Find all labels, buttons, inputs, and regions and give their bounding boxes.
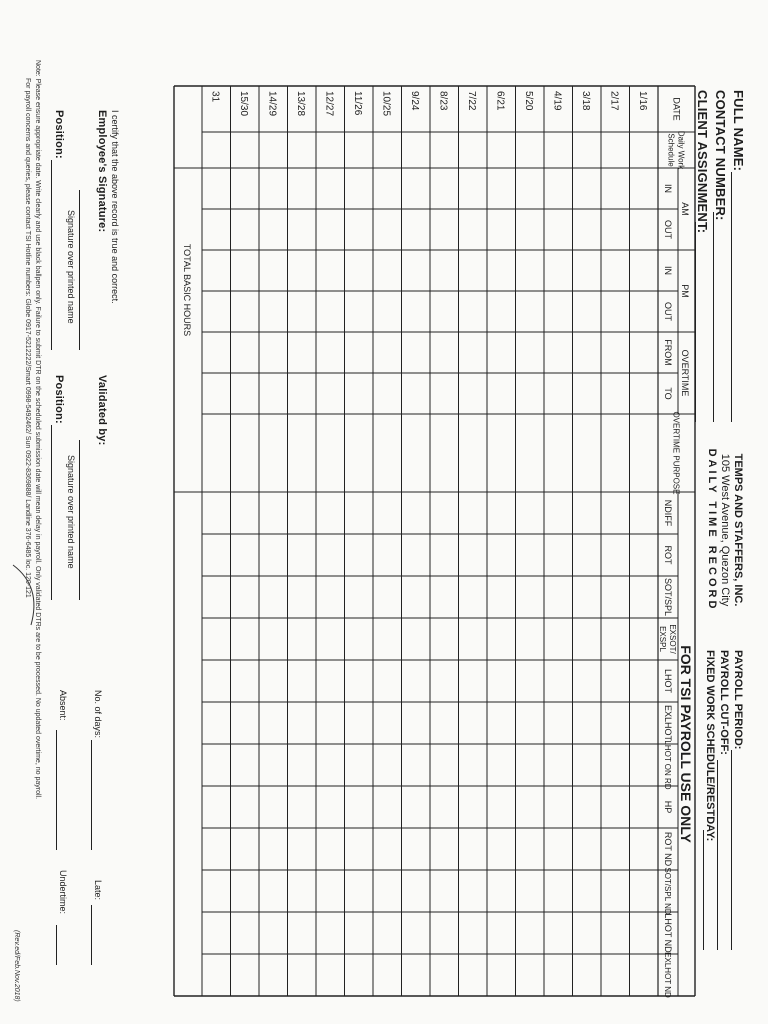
date-cell: 4/19 (551, 91, 563, 111)
column-header: FROM (663, 339, 673, 366)
column-header: IN (663, 184, 673, 193)
column-header: OUT (663, 220, 673, 239)
date-cell: 1/16 (637, 91, 648, 111)
full-name-label: FULL NAME: (731, 90, 746, 172)
no-of-days-field[interactable] (91, 740, 92, 850)
column-header: ROT ND (663, 831, 673, 867)
contact-number-label: CONTACT NUMBER: (713, 90, 728, 221)
date-cell: 14/29 (266, 91, 278, 117)
column-header: LHOT (663, 668, 673, 694)
table-grid-lines (174, 86, 695, 996)
validated-by-label: Validated by: (96, 375, 108, 446)
date-cell: 5/20 (523, 91, 534, 111)
column-header: OUT (663, 302, 673, 321)
validator-signature-line[interactable] (79, 440, 80, 600)
column-header: DATE (671, 97, 682, 121)
date-cell: 11/26 (352, 91, 363, 116)
date-cell: 31 (209, 91, 221, 103)
group-label-overtime: OVERTIME (680, 349, 690, 397)
validator-position-line[interactable] (51, 425, 52, 600)
column-header: EXLHOT (663, 704, 673, 742)
validator-signature-caption: Signature over printed name (66, 455, 76, 569)
note-line-1: Note: Please ensure appropriate date. Write clearly and use black ballpen only. Failure to submit DTR on the scheduled submission date will mean delay in payroll. Only validated DTRs are to be processed. No updated overtime, no payroll. (34, 60, 41, 800)
date-cell: 12/27 (323, 91, 335, 117)
undertime-label: Undertime: (58, 870, 68, 915)
absent-label: Absent: (58, 690, 68, 721)
employee-position-label: Position: (53, 110, 65, 159)
employee-signature-label: Employee's Signature: (96, 110, 108, 233)
column-header: EXSPL (658, 626, 667, 652)
column-header: IN (663, 266, 673, 275)
date-cell: 7/22 (466, 91, 477, 111)
column-header: HP (663, 800, 673, 814)
date-cell: 15/30 (238, 91, 249, 117)
late-field[interactable] (91, 905, 92, 965)
payroll-cutoff-label: PAYROLL CUT-OFF: (718, 650, 730, 755)
group-label-tsi: FOR TSI PAYROLL USE ONLY (678, 645, 694, 843)
form-revision-code: (Rev.ed/Feb.Nov.2018) (13, 930, 20, 1002)
column-header: Daily Work (676, 130, 686, 170)
client-assignment-label: CLIENT ASSIGNMENT: (695, 90, 710, 234)
company-address: 105 West Avenue, Quezon City (719, 453, 731, 607)
employee-signature-caption: Signature over printed name (66, 210, 76, 324)
absent-field[interactable] (56, 730, 57, 850)
company-name: TEMPS AND STAFFERS, INC. (732, 453, 744, 607)
column-header: TO (663, 387, 673, 400)
column-header: OVERTIME PURPOSE (671, 411, 681, 495)
column-header: EXLHOT ND (663, 952, 672, 998)
late-label: Late: (93, 880, 103, 901)
date-cell: 9/24 (409, 91, 420, 111)
column-header: LHOT ON RD (663, 740, 672, 790)
column-header: ROT (663, 545, 673, 565)
fixed-schedule-label: FIXED WORK SCHEDULE/RESTDAY: (704, 650, 716, 842)
document-title: DAILY TIME RECORD (706, 448, 718, 612)
no-of-days-label: No. of days: (93, 690, 103, 739)
certify-text: I certify that the above record is true and correct. (110, 110, 120, 304)
group-label-pm: PM (680, 284, 690, 298)
column-header: SOT/SPL ND (663, 867, 672, 915)
column-header: EXSOT/ (668, 624, 677, 654)
column-header: LHOT ND (663, 913, 673, 953)
pen-mark (3, 560, 43, 630)
date-cell: 2/17 (608, 91, 620, 111)
payroll-period-label: PAYROLL PERIOD: (732, 650, 744, 750)
column-header: SOT/SPL (663, 577, 673, 617)
column-header: Schedule (666, 133, 676, 167)
date-cell: 8/23 (437, 91, 449, 111)
total-basic-hours-label: TOTAL BASIC HOURS (182, 243, 192, 337)
date-cell: 10/25 (380, 91, 392, 117)
undertime-field[interactable] (56, 925, 57, 965)
date-cell: 13/28 (295, 91, 306, 117)
group-label-am: AM (680, 202, 690, 216)
validator-position-label: Position: (53, 375, 65, 424)
employee-signature-line[interactable] (79, 190, 80, 350)
date-cell: 3/18 (580, 91, 591, 111)
employee-position-line[interactable] (51, 160, 52, 350)
date-cell: 6/21 (494, 91, 506, 111)
column-header: NDIFF (663, 499, 673, 527)
note-line-2: For payroll concerns and queries, please contact TSI Hotline numbers: Globe 0917-5212222/Smart 0998-5492462/ Sun 0922-8369888/ Landline 376-6485 loc. 120-121 (24, 78, 31, 598)
